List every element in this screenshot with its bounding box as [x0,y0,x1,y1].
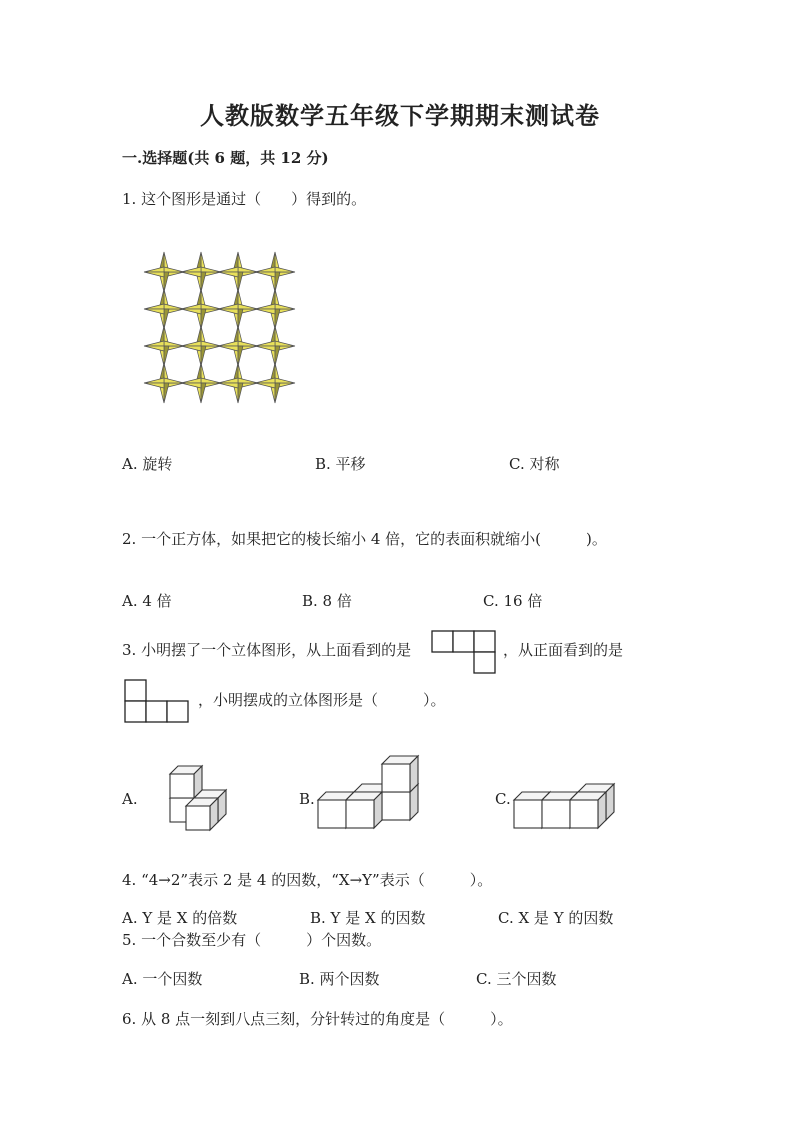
question-1-option-a[interactable]: A. 旋转 [122,455,173,473]
star-tile [144,363,184,403]
cube [346,792,382,828]
section-heading: 一.选择题(共 6 题，共 12 分) [122,149,329,167]
question-1-option-b[interactable]: B. 平移 [315,455,366,473]
cube-figure-b [318,745,428,830]
star-tile [144,326,184,366]
question-3-text-b: ，从正面看到的是 [503,641,624,659]
cube-figure-a [138,752,238,832]
cube [170,766,202,798]
question-2-text: 2. 一个正方体，如果把它的棱长缩小 4 倍，它的表面积就缩小( )。 [122,530,607,548]
star-tile [181,252,221,292]
star-pattern-figure [140,248,300,408]
question-5-option-c[interactable]: C. 三个因数 [476,970,557,988]
question-3-text-a: 3. 小明摆了一个立体图形，从上面看到的是 [122,641,412,659]
question-5-option-a[interactable]: A. 一个因数 [122,970,203,988]
star-tile [255,363,295,403]
cube [570,792,606,828]
star-tile [218,326,258,366]
star-tile [218,363,258,403]
page-title: 人教版数学五年级下学期期末测试卷 [200,101,600,130]
star-tile [218,289,258,329]
question-4-option-b[interactable]: B. Y 是 X 的因数 [310,909,426,927]
question-2-option-b[interactable]: B. 8 倍 [302,592,352,610]
question-3-option-c[interactable]: C. [495,790,511,808]
star-tile [144,289,184,329]
cube [186,798,218,830]
question-1-option-c[interactable]: C. 对称 [509,455,560,473]
cube-figure-c [514,770,624,830]
star-tile [255,326,295,366]
front-view-figure [124,679,190,725]
star-tile [255,289,295,329]
question-4-option-c[interactable]: C. X 是 Y 的因数 [498,909,614,927]
question-1-text: 1. 这个图形是通过（ ）得到的。 [122,190,367,208]
question-2-option-a[interactable]: A. 4 倍 [122,592,172,610]
star-tile [144,252,184,292]
question-5-option-b[interactable]: B. 两个因数 [299,970,380,988]
question-6-text: 6. 从 8 点一刻到八点三刻，分针转过的角度是（ ）。 [122,1010,513,1028]
question-4-option-a[interactable]: A. Y 是 X 的倍数 [122,909,238,927]
star-tile [255,252,295,292]
star-tile [181,289,221,329]
question-2-option-c[interactable]: C. 16 倍 [483,592,543,610]
question-5-text: 5. 一个合数至少有（ ）个因数。 [122,931,382,949]
star-tile [218,252,258,292]
cube [382,756,418,792]
star-tile [181,363,221,403]
question-3-option-a[interactable]: A. [122,790,138,808]
question-3-option-b[interactable]: B. [299,790,315,808]
star-tile [181,326,221,366]
top-view-figure [431,630,497,676]
question-3-text-c: ，小明摆成的立体图形是（ ）。 [198,691,446,709]
question-4-text: 4. “4→2”表示 2 是 4 的因数，“X→Y”表示（ ）。 [122,871,493,889]
